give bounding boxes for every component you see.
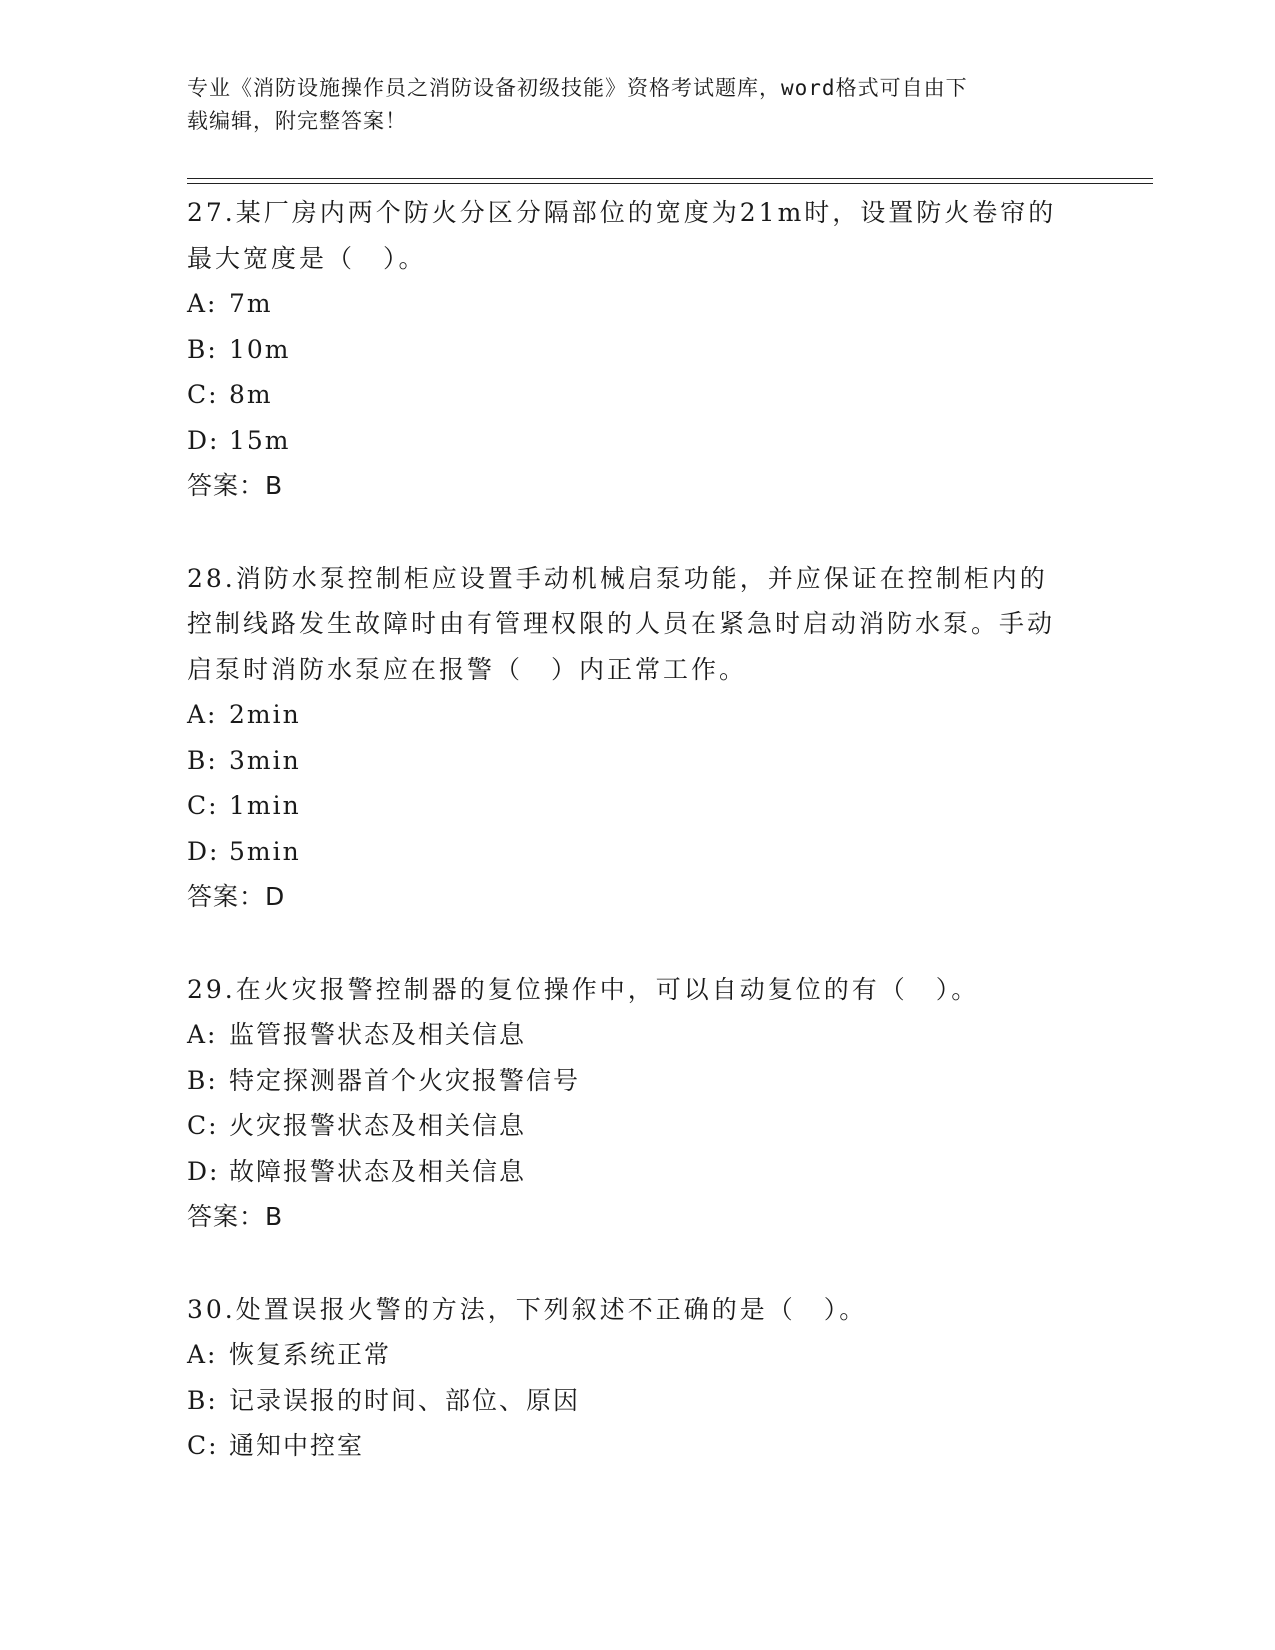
option-key: C: (187, 791, 219, 820)
header-line-1: 专业《消防设施操作员之消防设备初级技能》资格考试题库，word格式可自由下 (187, 76, 968, 100)
option-text: 7m (229, 289, 273, 318)
option-key: D: (187, 1156, 220, 1186)
option-d (187, 1149, 1087, 1195)
option-text: 8m (229, 380, 273, 409)
answer-line: 答案：B (187, 471, 284, 500)
header-divider-bottom (187, 183, 1153, 184)
option-key: C: (187, 1431, 219, 1460)
option-text: 记录误报的时间、部位、原因 (229, 1385, 581, 1415)
option-key: B: (187, 1065, 218, 1095)
option-text: 特定探测器首个火灾报警信号 (229, 1065, 581, 1095)
option-b (187, 1058, 1087, 1104)
option-text: 1min (229, 791, 301, 820)
option-b (187, 327, 1087, 373)
option-a (187, 281, 1087, 327)
option-a (187, 1332, 1087, 1378)
option-text: 通知中控室 (229, 1431, 365, 1460)
option-text: 3min (229, 745, 301, 775)
option-key: C: (187, 1111, 219, 1140)
answer-line: 答案：B (187, 1202, 284, 1231)
header-divider-top (187, 178, 1153, 179)
option-key: A: (187, 700, 218, 729)
option-c (187, 372, 1087, 418)
option-b (187, 1378, 1087, 1424)
option-key: D: (187, 425, 220, 455)
question-30 (187, 1287, 1087, 1469)
question-28 (187, 556, 1087, 920)
option-b (187, 738, 1087, 784)
option-key: C: (187, 380, 219, 409)
option-key: A: (187, 1340, 218, 1369)
option-a (187, 692, 1087, 738)
question-stem: 28.消防水泵控制柜应设置手动机械启泵功能，并应保证在控制柜内的控制线路发生故障时由有管理权限的人员在紧急时启动消防水泵。手动启泵时消防水泵应在报警（ ）内正常工作。 (187, 563, 1056, 684)
option-d (187, 418, 1087, 464)
answer-line: 答案：D (187, 882, 286, 911)
option-text: 故障报警状态及相关信息 (229, 1156, 527, 1186)
option-d (187, 829, 1087, 875)
option-text: 15m (229, 425, 291, 455)
question-list (187, 190, 1087, 1469)
option-text: 10m (229, 334, 291, 364)
option-text: 5min (229, 836, 301, 866)
question-stem: 29.在火灾报警控制器的复位操作中，可以自动复位的有（ ）。 (187, 974, 980, 1004)
option-key: A: (187, 1020, 218, 1049)
option-key: A: (187, 289, 218, 318)
question-27 (187, 190, 1087, 509)
option-key: B: (187, 745, 218, 775)
question-stem: 27.某厂房内两个防火分区分隔部位的宽度为21m时，设置防火卷帘的最大宽度是（ ）。 (187, 198, 1057, 273)
option-key: B: (187, 334, 218, 364)
option-a (187, 1012, 1087, 1058)
option-key: B: (187, 1385, 218, 1415)
option-text: 火灾报警状态及相关信息 (229, 1111, 527, 1140)
option-key: D: (187, 836, 220, 866)
option-text: 恢复系统正常 (229, 1340, 392, 1369)
question-stem: 30.处置误报火警的方法，下列叙述不正确的是（ ）。 (187, 1294, 868, 1324)
option-c (187, 1423, 1087, 1469)
option-c (187, 1103, 1087, 1149)
option-text: 监管报警状态及相关信息 (229, 1020, 527, 1049)
option-text: 2min (229, 700, 301, 729)
document-header (187, 72, 1067, 138)
header-line-2: 载编辑，附完整答案！ (187, 109, 407, 133)
question-29 (187, 967, 1087, 1240)
option-c (187, 783, 1087, 829)
